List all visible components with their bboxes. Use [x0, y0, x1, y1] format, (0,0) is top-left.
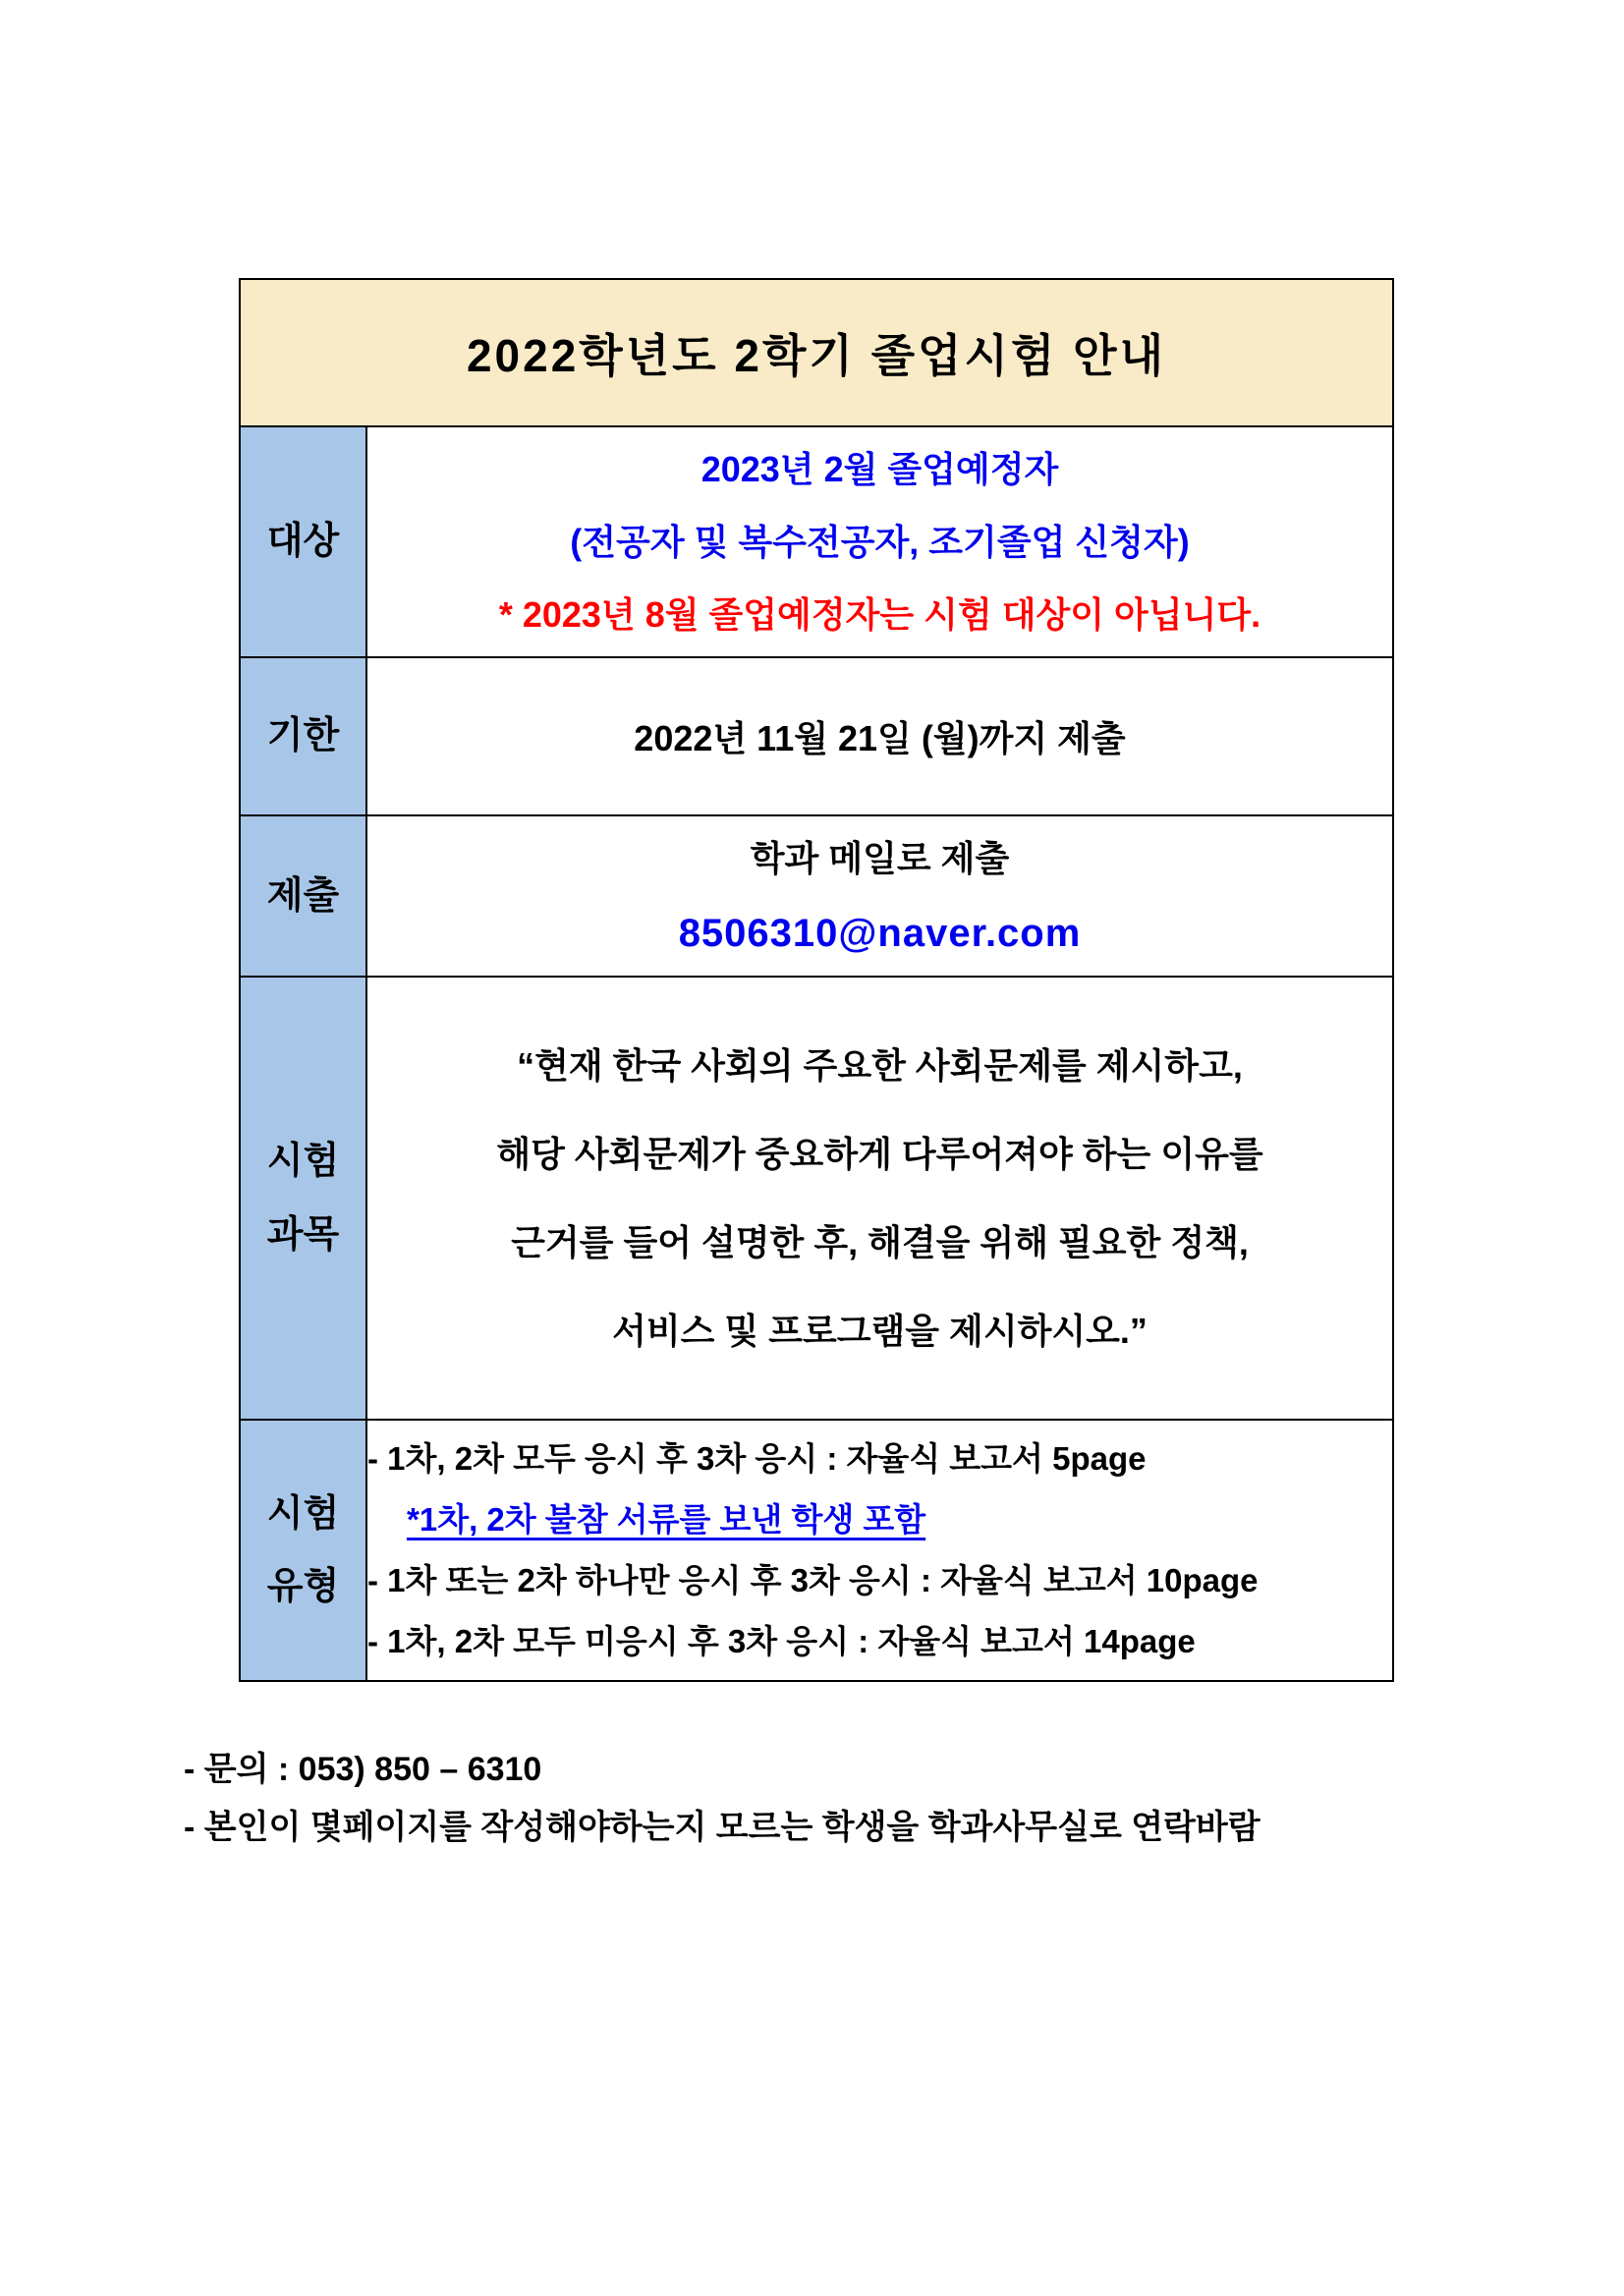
- row-label-exam-subject: [240, 977, 366, 1420]
- table-row-target: [240, 426, 1393, 657]
- table-row-exam-subject: [240, 977, 1393, 1420]
- exam-subject-label-line-1: 시험: [266, 1141, 340, 1183]
- deadline-text: 2022년 11월 21일 (월)까지 제출: [634, 718, 1126, 758]
- table-row-deadline: [240, 657, 1393, 815]
- exam-question-line-3: 근거를 들어 설명한 후, 해결을 위해 필요한 정책,: [511, 1221, 1249, 1262]
- target-text-line-2: (전공자 및 복수전공자, 조기졸업 신청자): [570, 521, 1190, 562]
- footer-note: - 본인이 몇페이지를 작성해야하는지 모르는 학생을 학과사무실로 연락바람: [184, 1809, 1260, 1846]
- exam-type-label-line-2: 유형: [266, 1566, 340, 1607]
- target-warning-line: * 2023년 8월 졸업예정자는 시험 대상이 아닙니다.: [498, 593, 1261, 635]
- exam-type-label-line-1: 시험: [266, 1492, 340, 1535]
- exam-type-item-1: - 1차, 2차 모두 응시 후 3차 응시 : 자율식 보고서 5page: [367, 1440, 1147, 1477]
- title-row: [240, 279, 1393, 426]
- graduation-exam-notice-table: [239, 278, 1394, 1682]
- target-text-line-1: 2023년 2월 졸업예정자: [700, 448, 1059, 489]
- exam-type-item-2: - 1차 또는 2차 하나만 응시 후 3차 응시 : 자율식 보고서 10page: [367, 1562, 1259, 1598]
- submission-email: 8506310@naver.com: [678, 912, 1082, 955]
- table-row-exam-type: [240, 1420, 1393, 1681]
- footer-notes: [184, 1741, 1260, 1857]
- row-label-deadline: 기한: [240, 657, 366, 815]
- exam-type-item-3: - 1차, 2차 모두 미응시 후 3차 응시 : 자율식 보고서 14page: [367, 1623, 1196, 1659]
- exam-type-note: *1차, 2차 불참 서류를 보낸 학생 포함: [407, 1501, 926, 1538]
- row-label-submission: 제출: [240, 815, 366, 977]
- row-label-exam-type: [240, 1420, 366, 1681]
- exam-question-line-1: “현재 한국 사회의 주요한 사회문제를 제시하고,: [517, 1044, 1243, 1086]
- footer-contact: - 문의 : 053) 850 – 6310: [184, 1751, 542, 1788]
- table-row-submission: [240, 815, 1393, 977]
- exam-question-line-2: 해당 사회문제가 중요하게 다루어져야 하는 이유를: [496, 1133, 1263, 1174]
- exam-subject-label-line-2: 과목: [266, 1213, 340, 1256]
- exam-question-line-4: 서비스 및 프로그램을 제시하시오.”: [612, 1310, 1148, 1351]
- page-title: 2022학년도 2학기 졸업시험 안내: [240, 279, 1393, 426]
- row-label-target: 대상: [240, 426, 366, 657]
- submission-method-text: 학과 메일로 제출: [750, 838, 1010, 878]
